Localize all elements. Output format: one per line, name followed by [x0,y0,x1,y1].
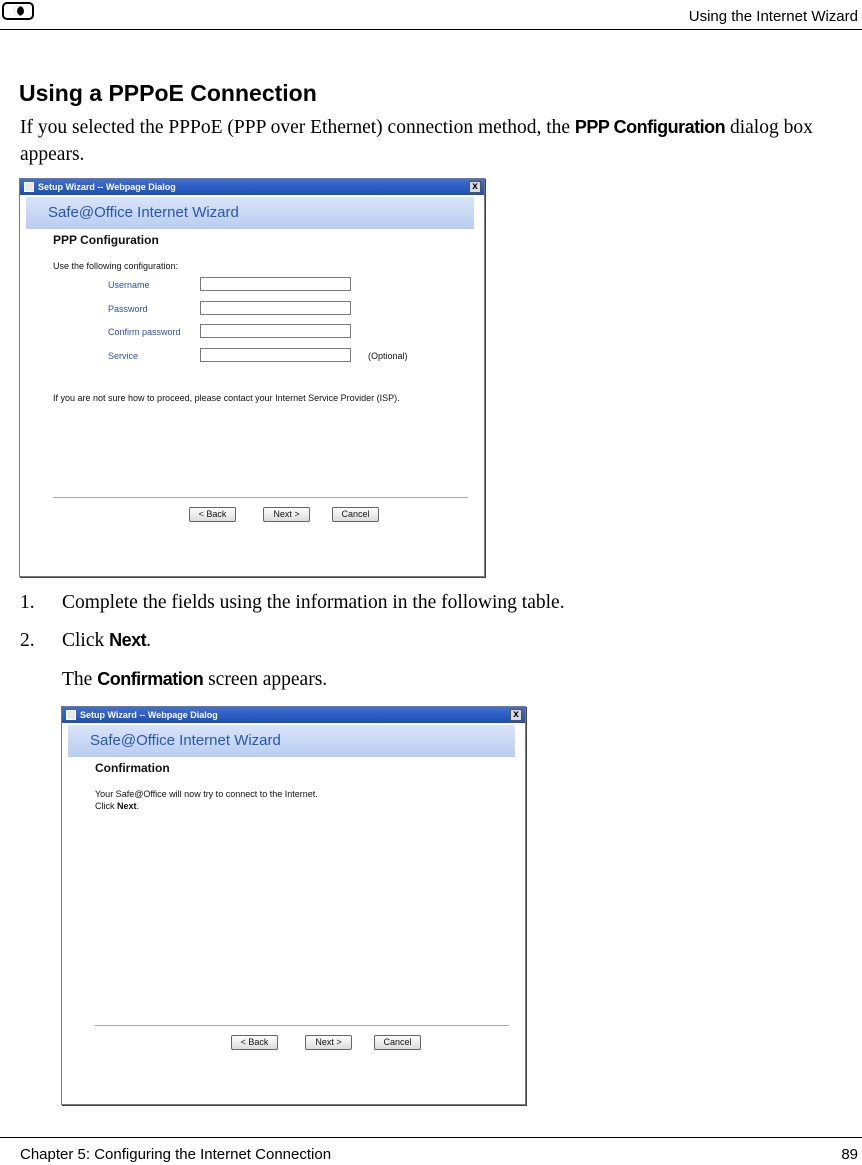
username-input[interactable] [200,277,351,291]
window-icon [66,710,76,720]
step-number: 2. [20,630,35,651]
close-icon[interactable]: x [510,709,522,721]
page-heading: PPP Configuration [53,233,159,247]
step-text: Complete the fields using the information in the following table. [62,592,565,613]
step-text-before: Click [62,630,110,651]
window-icon [24,182,34,192]
password-input[interactable] [200,301,351,315]
confirmation-intro [62,669,327,691]
window-title: Setup Wizard -- Webpage Dialog [80,710,218,720]
confirm-password-input[interactable] [200,324,351,338]
instruction-text: Use the following configuration: [53,261,179,271]
section-title: Using a PPPoE Connection [19,80,317,106]
password-label: Password [108,304,148,314]
back-button[interactable]: < Back [231,1035,278,1050]
dialog-titlebar [20,179,484,195]
page-number: 89 [841,1146,858,1163]
header-rule [0,29,862,30]
help-text: If you are not sure how to proceed, please contact your Internet Service Provider (ISP). [53,393,400,403]
confirmation-text-after: screen appears. [203,669,328,690]
optional-note: (Optional) [368,351,408,361]
confirmation-line-1: Your Safe@Office will now try to connect to the Internet. [95,789,318,799]
line2-after: . [136,801,140,811]
step-text [62,630,151,652]
cancel-button[interactable]: Cancel [374,1035,421,1050]
step-number: 1. [20,592,35,613]
step-text-after: . [146,630,152,651]
footer-chapter: Chapter 5: Configuring the Internet Connection [20,1146,332,1163]
dialog-titlebar [62,707,525,723]
confirmation-dialog [61,706,526,1105]
step-ui-term: Next [109,630,147,650]
wizard-title: Safe@Office Internet Wizard [68,725,515,757]
close-icon[interactable]: x [469,181,481,193]
confirmation-ui-term: Confirmation [97,669,204,689]
page-heading: Confirmation [95,761,170,775]
check-point-logo-icon [2,2,34,20]
window-title: Setup Wizard -- Webpage Dialog [38,182,176,192]
button-separator [53,497,468,499]
confirmation-line-2 [95,801,139,811]
running-head: Using the Internet Wizard [688,8,858,25]
username-label: Username [108,280,150,290]
wizard-title: Safe@Office Internet Wizard [26,197,474,229]
ppp-configuration-dialog [19,178,485,577]
footer-rule [0,1137,862,1138]
intro-ui-term: PPP Configuration [574,117,726,137]
confirm-password-label: Confirm password [108,327,181,337]
line2-before: Click [95,801,117,811]
cancel-button[interactable]: Cancel [332,507,379,522]
next-button[interactable]: Next > [305,1035,352,1050]
intro-text-after: dialog box appears. [20,117,813,165]
confirmation-text-before: The [62,669,98,690]
intro-paragraph [20,114,850,168]
button-separator [95,1025,509,1027]
next-button[interactable]: Next > [263,507,310,522]
service-input[interactable] [200,348,351,362]
service-label: Service [108,351,139,361]
line2-term: Next [117,801,137,811]
back-button[interactable]: < Back [189,507,236,522]
intro-text-before: If you selected the PPPoE (PPP over Ethernet) connection method, the [20,117,575,138]
